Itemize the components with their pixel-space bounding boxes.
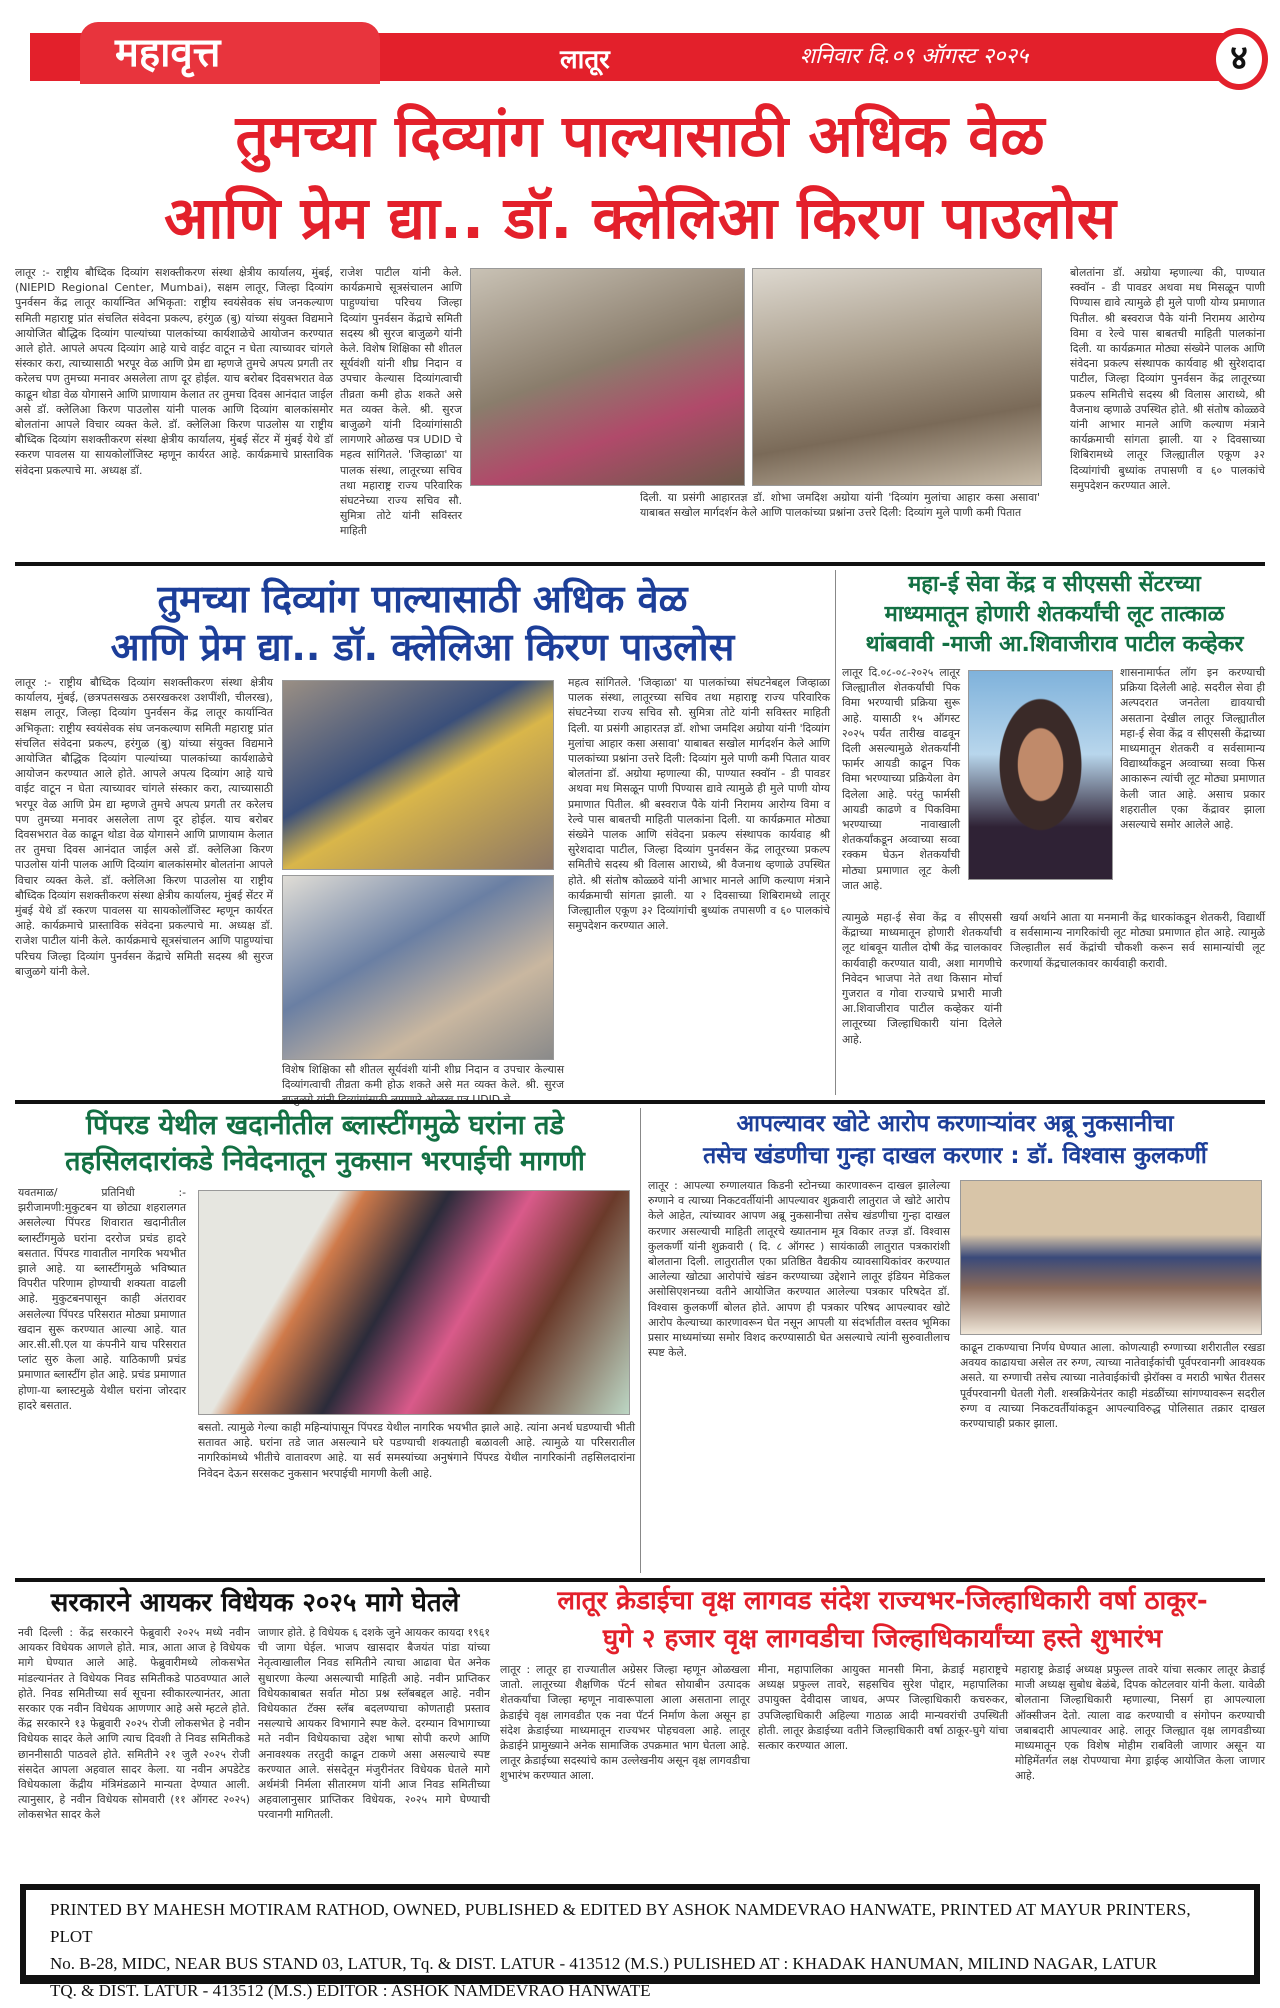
article-text: लातूर दि.०८-०८-२०२५ लातूर जिल्ह्यातील शेतकर्यांची पिक विमा भरण्याची प्रक्रिया सुरू आहे. यासाठी १५ ऑगस्ट २०२५ पर्यंत तारीख वाढवून दिली असल्यामुळे शेतकर्यांनी फार्मर आयडी काढून पिक विमा भरण्याच्या प्रक्रियेला वेग दिलेला आहे. परंतु फार्मसी आयडी काढणे व पिकविमा भरण्याच्या नावाखाली शेतकर्यांकडून अव्वाच्या सव्वा रक्कम घेऊन शेतकर्यांची मोठ्या प्रमाणात लूट केली जात आहे. <box>842 666 960 892</box>
memorandum-photo <box>198 1190 630 1415</box>
headline-line: आणि प्रेम द्या.. डॉ. क्लेलिआ किरण पाउलोस <box>164 184 1116 252</box>
imprint-line: TQ. & DIST. LATUR - 413512 (M.S.) EDITOR : ASHOK NAMDEVRAO HANWATE <box>50 1981 651 2000</box>
headline-line: लातूर क्रेडाईचा वृक्ष लागवड संदेश राज्यभर-जिल्हाधिकारी वर्षा ठाकूर- <box>557 1586 1208 1616</box>
edition-city: लातूर <box>560 45 610 75</box>
article-text: महाराष्ट्र क्रेडाई अध्यक्ष प्रफुल्ल तावरे यांचा सत्कार लातूर क्रेडाई माजी अध्यक्ष सुबोध बेळंबे, दिपक कोटलवार यांनी केला. यावेळी बोलताना जिल्हाधिकारी म्हणाल्या, निसर्ग हा आपल्याला ऑक्सीजन देतो. त्याला वाढ करण्याची व संगोपन करण्याची जबाबदारी आपल्यावर आहे. लातूर जिल्ह्यात वृक्ष लागवडीच्या माध्यमातून एक विशेष मोहीम राबविली जाणार असून या मोहिमेंतर्गत लक्ष रोपण्याचा मेगा ड्राईव्ह आयोजित केला जाणार आहे. <box>1015 1663 1265 1783</box>
article-text: जाणार होते. हे विधेयक ६ दशके जुने आयकर कायदा १९६१ ची जागा घेईल. भाजप खासदार बैजयंत पांडा यांच्या नेतृत्वाखालील निवड समितीने त्याचा आढावा घेत अनेक सुधारणा केल्या असल्याची माहिती आहे. नवीन प्राप्तिकर विधेयकाबाबत सर्वात मोठा प्रश्न स्लॅबबद्दल आहे. नवीन विधेयकात टॅक्स स्लॅब बदलण्याचा कोणताही प्रस्ताव नसल्याचे आयकर विभागाने स्पष्ट केले. दरम्यान विभागाच्या मते नवीन विधेयकाचा उद्देश भाषा सोपी करणे आणि अनावश्यक तरतुदी काढून टाकणे असा असल्याचे स्पष्ट करण्यात आले. संसदेतून मंजुरीनंतर विधेयक घेतले मागे अर्थमंत्री निर्मला सीतारमण यांनी आज निवड समितीच्या अहवालानुसार प्राप्तिकर विधेयक, २०२५ मागे घेण्याची परवानगी मागितली. <box>258 1626 490 1822</box>
article-text: लातूर :- राष्ट्रीय बौध्दिक दिव्यांग सशक्तीकरण संस्था क्षेत्रीय कार्यालय, मुंबई, (NIEPID Regional Center, Mumbai), सक्षम लातूर, जिल्हा दिव्यांग पुनर्वसन केंद्र लातूर कार्यान्वित अभिकृता: राष्ट्रीय स्वयंसेवक संघ जनकल्याण समिती महाराष्ट्र प्रांत संचलित संवेदना प्रकल्प, हरंगुळ (बु) यांच्या संयुक्त विद्यमाने आयोजित बौद्धिक दिव्यांग पाल्यांच्या पालकांच्या कार्यशाळेचे आयोजन करण्यात आले होते. आपले अपत्य दिव्यांग आहे याचे वाईट वाटून न घेता त्याच्यावर चांगले संस्कार करा, त्याच्यासाठी भरपूर वेळ आणि प्रेम द्या म्हणजे तुमचे अपत्य प्रगती तर करेलच पण तुमच्या मनावर असलेला ताण दूर होईल. याच बरोबर दिवसभरात वेळ काढून थोडा वेळ योगासने आणि प्राणायाम केलात तर तुमचा दिवस आनंदात जाईल असे डॉ. क्लेलिआ किरण पाउलोस यांनी पालक आणि दिव्यांग बालकांसमोर बोलतांना आपले विचार व्यक्त केले. डॉ. क्लेलिआ किरण पाउलोस या राष्ट्रीय बौध्दिक दिव्यांग सशक्तीकरण संस्था क्षेत्रीय कार्यालय, मुंबई सेंटर में मुंबई येथे डॉ स्करण पावलस या सायकोलॉजिस्ट म्हणून कार्यरत आहे. कार्यक्रमाचे प्रास्ताविक संवेदना प्रकल्पाचे मा. अध्यक्ष डॉ. <box>15 266 333 477</box>
headline-line: घुगे २ हजार वृक्ष लागवडीचा जिल्हाधिकार्यांच्या हस्ते शुभारंभ <box>602 1624 1163 1654</box>
headline-line: आपल्यावर खोटे आरोप करणार्‍यांवर अब्रू नुकसानीचा <box>736 1111 1174 1137</box>
article-headline <box>842 570 1267 660</box>
article-text: राजेश पाटील यांनी केले. कार्यक्रमाचे सूत्रसंचालन आणि पाहुण्यांचा परिचय जिल्हा दिव्यांग पुनर्वसन केंद्राचे समिती सदस्य श्री सुरज बाजुळगे यांनी केले. विशेष शिक्षिका सौ शीतल सूर्यवंशी यांनी शीघ्र निदान व उपचार केल्यास दिव्यांगत्वाची तीव्रता कमी होऊ शकते असे मत व्यक्त केले. श्री. सुरज बाजुळगे यांनी दिव्यांगांसाठी लागणारे ओळख पत्र UDID चे महत्व सांगितले. 'जिव्हाळा' या पालक संस्था, लातूरच्या सचिव तथा महाराष्ट्र राज्य परिवारिक संघटनेच्या राज्य सचिव सौ. सुमित्रा तोटे यांनी सविस्तर माहिती <box>340 266 462 538</box>
article-text: त्यामुळे महा-ई सेवा केंद्र व सीएससी केंद्राच्या माध्यमातून होणारी शेतकर्यांची लूट थांबवून यातील दोषी केंद्र चालकावर कार्यवाही करण्यात यावी, अशा मागणीचे निवेदन भाजपा नेते तथा किसान मोर्चा गुजरात व गोवा राज्याचे प्रभारी माजी आ.शिवाजीराव पाटील कव्हेकर यांनी लातूरच्या जिल्हाधिकारी यांना दिलेले आहे. <box>842 911 1002 1046</box>
article-text: शासनामार्फत लॉग इन करण्याची प्रक्रिया दिलेली आहे. सदरील सेवा ही अल्पदरात जनतेला द्यावयाची असताना देखील लातूर जिल्ह्यातील महा-ई सेवा केंद्र व सीएससी केंद्राच्या माध्यमातून शेतकरी व सर्वसामान्य विद्यार्थ्यांकडून अव्वाच्या सव्वा फिस आकारून त्यांची लूट मोठ्या प्रमाणात केली जात आहे. असाच प्रकार शहरातील एका केंद्रावर झाला असल्याचे समोर आलेले आहे. <box>1120 666 1265 832</box>
headline-line: तुमच्या दिव्यांग पाल्यासाठी अधिक वेळ <box>235 102 1045 170</box>
article-headline: सरकारने आयकर विधेयक २०२५ मागे घेतले <box>50 1588 460 1618</box>
divider <box>15 562 1265 566</box>
headline-line: तहसिलदारांकडे निवेदनातून नुकसान भरपाईची मागणी <box>65 1146 585 1177</box>
article-text: लातूर : आपल्या रुग्णालयात किडनी स्टोनच्या कारणावरून दाखल झालेल्या रुग्णाने व त्याच्या निकटवर्तीयांनी आपल्यावर शुक्रवारी लातुरात जे खोटे आरोप केले आहेत, त्यांच्यावर आपण अब्रू नुकसानीचा तसेच खंडणीचा गुन्हा दाखल करणार असल्याची माहिती लातूरचे ख्यातनाम मूत्र विकार तज्ज्ञ डॉ. विश्वास कुलकर्णी यांनी शुक्रवारी ( दि. ८ ऑगस्ट ) सायंकाळी लातुरात पत्रकारांशी बोलताना दिली. लातुरातील एका प्रतिष्ठित वैद्यकीय व्यावसायिकांवर करण्यात आलेल्या खोट्या आरोपांचे खंडन करण्याच्या उद्देशाने लातूर इंडियन मेडिकल असोसिएशनच्या वतीने आयोजित करण्यात आलेल्या पत्रकार परिषदेत डॉ. विश्वास कुलकर्णी बोलत होते. आपण ही पत्रकार परिषद आपल्यावर खोटे आरोप केल्याच्या कारणावरून घेत नसून आपली या संदर्भातील वस्तव भूमिका प्रसार माध्यमांच्या समोर विशद करण्यासाठी घेत असल्याचे त्यांनी सुरुवातीलाच स्पष्ट केले. <box>648 1179 950 1360</box>
article-text: काढून टाकण्याचा निर्णय घेण्यात आला. कोणत्याही रुग्णाच्या शरीरातील रखडा अवयव काढायचा असेल तर रुग्ण, त्याच्या नातेवाईकांची पूर्वपरवानगी आवश्यक असते. या रुग्णाची तसेच त्याच्या नातेवाईकांची झेरॉक्स व मराठी भाषेत रीतसर पूर्वपरवानगी घेतली गेली. शस्त्रक्रियेनंतर काही मंडळींच्या सांगण्यावरून सदरील रुग्ण व त्याच्या निकटवर्तीयांकडून आपल्याविरुद्ध पोलिसात तक्रार दाखल करण्याचाही प्रकार झाला. <box>960 1341 1265 1431</box>
headline-line: थांबवावी -माजी आ.शिवाजीराव पाटील कव्हेकर <box>865 632 1244 657</box>
article-headline <box>15 575 830 671</box>
press-conference-photo <box>960 1180 1262 1335</box>
article-text: महत्व सांगितले. 'जिव्हाळा' या पालकांच्या संघटनेबद्दल जिव्हाळा पालक संस्था, लातूरच्या सचिव तथा महाराष्ट्र राज्य परिवारिक संघटनेच्या राज्य सचिव सौ. सुमित्रा तोटे यांनी सविस्तर माहिती दिली. या प्रसंगी आहारतज्ञ डॉ. शोभा जमदिश अग्रोया यांनी 'दिव्यांग मुलांचा आहार कसा असावा' याबाबत सखोल मार्गदर्शन केले आणि पालकांच्या प्रश्नांना उत्तरे दिली: दिव्यांग मुले पाणी कमी पितात यावर बोलतांना डॉ. अग्रोया म्हणाल्या की, पाण्यात स्क्वॉन - डी पावडर अथवा मध मिसळून पाणी पिण्यास द्यावे त्यामुळे ही मुले पाणी योग्य प्रमाणात पितील. श्री बस्वराज पैके यांनी निरामय आरोग्य विमा व रेल्वे पास बाबतची माहिती पालकांना दिली. या कार्यक्रमात मोठ्या संख्येने पालक आणि संवेदना प्रकल्प संस्थापक कार्यवाह श्री सुरेशदादा पाटील, जिल्हा दिव्यांग पुनर्वसन केंद्र लातूरच्या प्रकल्प समितीचे सदस्य श्री विलास आराध्ये, श्री वैजनाथ व्हणाळे उपस्थित होते. श्री संतोष कोळ्ळवे यांनी आभार मानले आणि कल्याण मंत्राने कार्यक्रमाची सांगता झाली. या २ दिवसाच्या शिबिरामध्ये लातूर जिल्ह्यातील एकूण ३२ दिव्यांगांची बुध्यांक तपासणी व ६० पालकांचे समुपदेशन करण्यात आले. <box>568 676 830 933</box>
divider <box>15 1100 1265 1104</box>
article-text: मीना, महापालिका आयुक्त मानसी मिना, क्रेडाई महाराष्ट्रचे अध्यक्ष प्रफुल्ल तावरे, सहसचिव सुरेश पोद्दार, महापालिका उपायुक्त देवीदास जाधव, अप्पर जिल्हाधिकारी कचरुकर, उपजिल्हाधिकारी अहिल्या गाठाळ आदी मान्यवरांची उपस्थिती होती. लातूर क्रेडाईच्या वतीने जिल्हाधिकारी वर्षा ठाकूर-घुगे यांचा सत्कार करण्यात आला. <box>758 1663 1008 1753</box>
article-text: यवतमाळ/ प्रतिनिधी :- झरीजामणी:मुकुटबन या छोट्या शहरालगत असलेल्या पिंपरड शिवारात खदानीतील ब्लास्टींगमुळे घरांना दररोज प्रचंड हादरे बसतात. पिंपरड गावातील नागरिक भयभीत झाले आहे. या ब्लास्टींगमुळे भविष्यात विपरीत परिणाम होण्याची शक्यता वाढली आहे. मुकुटबनपासून काही अंतरावर असलेल्या पिंपरड परिसरात मोठ्या प्रमाणात खदान सुरू करण्यात आल्या आहे. यात आर.सी.सी.एल या कंपनीने याच परिसरात प्लांट सुरु केला आहे. याठिकाणी प्रचंड प्रमाणात ब्लास्टींग होत आहे. प्रचंड प्रमाणात होणा-या ब्लास्टमुळे येथील घरांना जोरदार हादरे बसतात. <box>18 1186 186 1412</box>
workshop-photo <box>752 268 1042 486</box>
headline-line: तुमच्या दिव्यांग पाल्यासाठी अधिक वेळ <box>157 577 688 621</box>
article-text: नवी दिल्ली : केंद्र सरकारने फेब्रुवारी २०२५ मध्ये नवीन आयकर विधेयक आणले होते. मात्र, आता आज हे विधेयक मागे घेण्यात आले आहे. फेब्रुवारीमध्ये लोकसभेत मांडल्यानंतर ते विधेयक निवड समितीकडे पाठवण्यात आले होते. निवड समितीच्या सर्व सूचना स्वीकारल्यानंतर, आता सरकार एक नवीन विधेयक आणणार आहे असे म्हटले होते. केंद्र सरकारने १३ फेब्रुवारी २०२५ रोजी लोकसभेत हे नवीन विधेयक सादर केले आणि त्याच दिवशी ते निवड समितीकडे छाननीसाठी पाठवले होते. समितीने २१ जुलै २०२५ रोजी संसदेत आपला अहवाल सादर केला. या नवीन अपडेटेड विधेयकाला केंद्रीय मंत्रिमंडळाने मान्यता देण्यात आली. त्यानुसार, हे नवीन विधेयक सोमवारी (११ ऑगस्ट २०२५) लोकसभेत सादर केले <box>18 1626 250 1822</box>
portrait-photo <box>968 670 1113 880</box>
article-text: दिली. या प्रसंगी आहारतज्ञ डॉ. शोभा जमदिश अग्रोया यांनी 'दिव्यांग मुलांचा आहार कसा असावा' याबाबत सखोल मार्गदर्शन केले आणि पालकांच्या प्रश्नांना उत्तरे दिली: दिव्यांग मुले पाणी कमी पितात <box>640 491 1040 520</box>
photo-caption: विशेष शिक्षिका सौ शीतल सूर्यवंशी यांनी शीघ्र निदान व उपचार केल्यास दिव्यांगत्वाची तीव्रता कमी होऊ शकते असे मत व्यक्त केले. श्री. सुरज <box>282 1063 564 1092</box>
issue-date: शनिवार दि.०९ ऑगस्ट २०२५ <box>800 44 1029 69</box>
imprint-line: No. B-28, MIDC, NEAR BUS STAND 03, LATUR, Tq. & DIST. LATUR - 413512 (M.S.) PULISHED AT : KHADAK HANUMAN, MILIND NAGAR, LATUR <box>50 1954 1157 1973</box>
article-text: खर्या अर्थाने आता या मनमानी केंद्र धारकांकडून शेतकरी, विद्यार्थी व सर्वसामान्य नागरिकांची लूट मोठ्या प्रमाणात होत आहे. त्यामुळे जिल्हातील सर्व केंद्रांची चौकशी करून सर्व सामान्यांची लूट करणार्या केंद्रचालकावर कार्यवाही करावी. <box>1010 911 1265 970</box>
paper-logo: महावृत्त <box>80 22 380 84</box>
article-headline <box>645 1108 1265 1172</box>
award-photo <box>282 680 554 870</box>
headline-line: तसेच खंडणीचा गुन्हा दाखल करणार : डॉ. विश्वास कुलकर्णी <box>703 1143 1207 1169</box>
article-text: बोलतांना डॉ. अग्रोया म्हणाल्या की, पाण्यात स्क्वॉन - डी पावडर अथवा मध मिसळून पाणी पिण्यास द्यावे त्यामुळे ही मुले पाणी योग्य प्रमाणात पितील. श्री बस्वराज पैके यांनी निरामय आरोग्य विमा व रेल्वे पास बाबतची माहिती पालकांना दिली. या कार्यक्रमात मोठ्या संख्येने पालक आणि संवेदना प्रकल्प संस्थापक कार्यवाह श्री सुरेशदादा पाटील, जिल्हा दिव्यांग पुनर्वसन केंद्र लातूरच्या प्रकल्प समितीचे सदस्य श्री विलास आराध्ये, श्री वैजनाथ व्हणाळे उपस्थित होते. श्री संतोष कोळ्ळवे यांनी आभार मानले आणि कल्याण मंत्राने कार्यक्रमाची सांगता झाली. या २ दिवसाच्या शिबिरामध्ये लातूर जिल्ह्यातील एकूण ३२ दिव्यांगांची बुध्यांक तपासणी व ६० पालकांचे समुपदेशन करण्यात आले. <box>1070 266 1265 492</box>
article-text: बसतो. त्यामुळे गेल्या काही महिन्यांपासून पिंपरड येथील नागरिक भयभीत झाले आहे. त्यांना अनर्थ घडण्याची भीती सतावत आहे. घरांना तडे जात असल्याने घरे पडण्याची शक्यताही बळावली आहे. त्यामुळे या परिसरातील नागरिकांमध्ये भीतीचे वातावरण आहे. या सर्व समस्यांच्या अनुषंगाने पिंपरड येथील नागरिकांनी तहसिलदारांना निवेदन देऊन सरसकट नुकसान भरपाईची मागणी केली आहे. <box>198 1421 635 1480</box>
page-number: ४ <box>1210 28 1268 90</box>
article-text: लातूर : लातूर हा राज्यातील अग्रेसर जिल्हा म्हणून ओळखला जातो. लातूरच्या शैक्षणिक पॅटर्न सोबत सोयाबीन उत्पादक शेतकर्यांचा जिल्हा म्हणून नावारूपाला आला असताना लातूर क्रेडाईचे वृक्ष लागवडीत एक नवा पॅटर्न निर्माण केला असून हा संदेश क्रेडाईच्या माध्यमातून राज्यभर पोहचवला आहे. लातूर क्रेडाईने प्रामुख्याने अनेक सामाजिक उपक्रमात भाग घेतला आहे. लातूर क्रेडाईच्या सदस्यांचे काम उल्लेखनीय असून वृक्ष लागवडीचा शुभारंभ करण्यात आला. <box>500 1663 750 1783</box>
award-photo <box>282 875 554 1060</box>
headline-line: आणि प्रेम द्या.. डॉ. क्लेलिआ किरण पाउलोस <box>110 625 735 669</box>
workshop-photo <box>470 268 745 486</box>
imprint-footer <box>20 1884 1260 2000</box>
imprint-line: PRINTED BY MAHESH MOTIRAM RATHOD, OWNED, PUBLISHED & EDITED BY ASHOK NAMDEVRAO HANWATE, PRINTED AT MAYUR PRINTERS, PLOT <box>50 1900 1191 1946</box>
headline-line: पिंपरड येथील खदानीतील ब्लास्टींगमुळे घरांना तडे <box>86 1110 564 1141</box>
article-headline <box>15 1108 635 1180</box>
headline-line: माध्यमातून होणारी शेतकर्यांची लूट तात्काळ <box>884 602 1225 627</box>
column-divider <box>835 570 836 1095</box>
column-divider <box>640 1108 641 1573</box>
headline-line: महा-ई सेवा केंद्र व सीएससी सेंटरच्या <box>908 572 1201 597</box>
article-text: लातूर :- राष्ट्रीय बौध्दिक दिव्यांग सशक्तीकरण संस्था क्षेत्रीय कार्यालय, मुंबई, (छत्रपतसखऊ ठसरखकरश उशपींशी, चीलरख), सक्षम लातूर, जिल्हा दिव्यांग पुनर्वसन केंद्र लातूर कार्यान्वित अभिकृता: राष्ट्रीय स्वयंसेवक संघ जनकल्याण समिती महाराष्ट्र प्रांत संचलित संवेदना प्रकल्प, हरंगुळ (बु) यांच्या संयुक्त विद्यमाने आयोजित बौद्धिक दिव्यांग पाल्यांच्या पालकांच्या कार्यशाळेचे आयोजन करण्यात आले होते. आपले अपत्य दिव्यांग आहे याचे वाईट वाटून न घेता त्याच्यावर चांगले संस्कार करा, त्याच्यासाठी भरपूर वेळ आणि प्रेम द्या म्हणजे तुमचे अपत्य प्रगती तर करेलच पण तुमच्या मनावर असलेला ताण दूर होईल. याच बरोबर दिवसभरात वेळ काढून थोडा वेळ योगासने आणि प्राणायाम केलात तर तुमचा दिवस आनंदात जाईल असे डॉ. क्लेलिआ किरण पाउलोस यांनी पालक आणि दिव्यांग बालकांसमोर बोलतांना आपले विचार व्यक्त केले. डॉ. क्लेलिआ किरण पाउलोस या राष्ट्रीय बौध्दिक दिव्यांग सशक्तीकरण संस्था क्षेत्रीय कार्यालय, मुंबई सेंटर में मुंबई येथे डॉ स्करण पावलस या सायकोलॉजिस्ट म्हणून कार्यरत आहे. कार्यक्रमाचे प्रास्ताविक संवेदना प्रकल्पाचे मा. अध्यक्ष डॉ. राजेश पाटील यांनी केले. कार्यक्रमाचे सूत्रसंचालन आणि पाहुण्यांचा परिचय जिल्हा दिव्यांग पुनर्वसन केंद्राचे समिती सदस्य श्री सुरज बाजुळगे यांनी केले. <box>15 676 273 978</box>
lead-headline <box>20 95 1260 259</box>
article-headline <box>500 1582 1265 1658</box>
